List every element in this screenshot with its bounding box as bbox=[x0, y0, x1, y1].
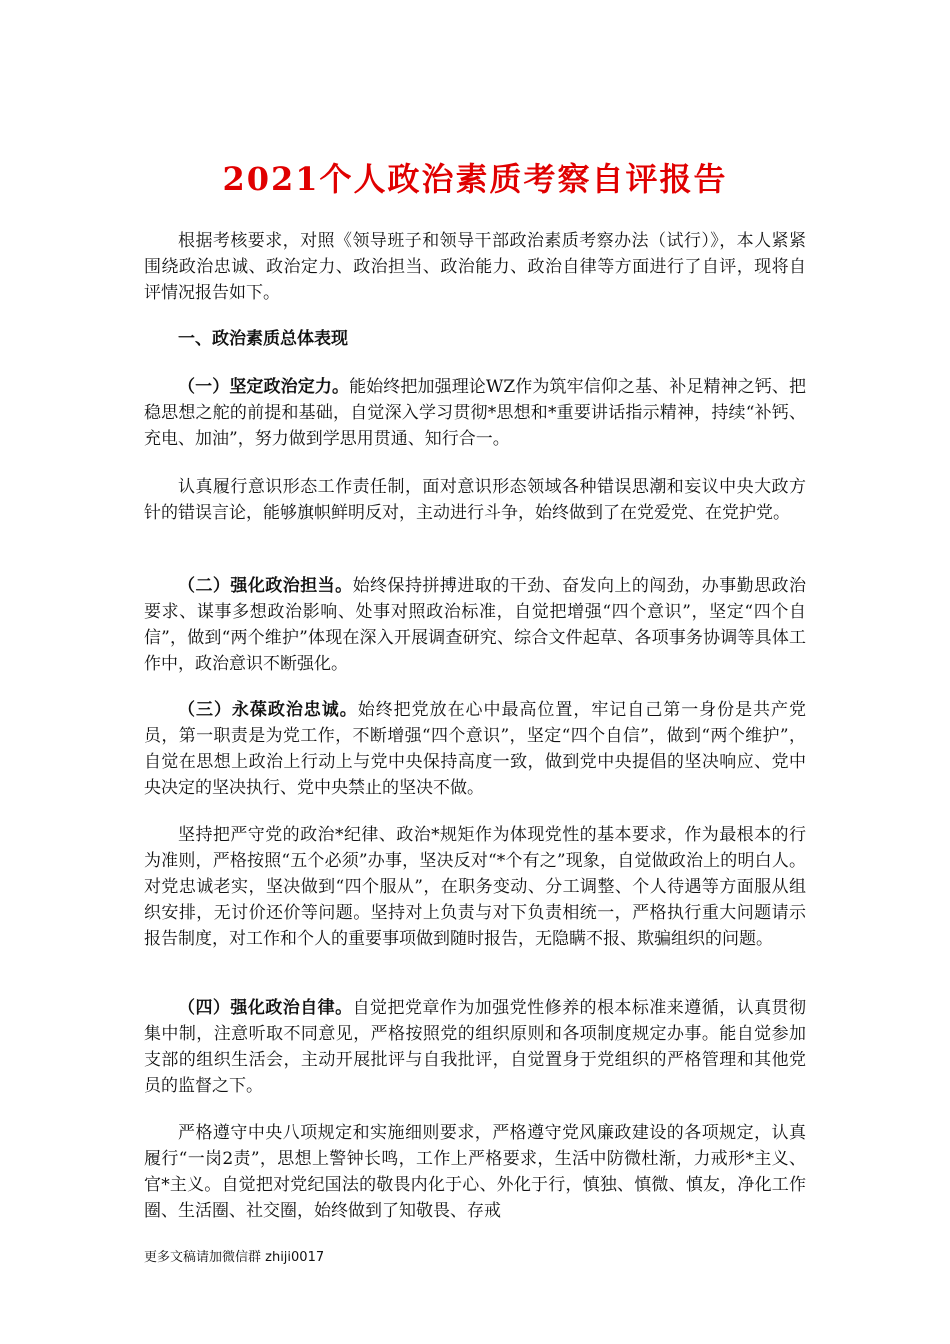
paragraph-political-self-discipline bbox=[144, 995, 806, 1099]
paragraph-lead: （四）强化政治自律。 bbox=[178, 998, 353, 1018]
paragraph-lead: （二）强化政治担当。 bbox=[178, 576, 353, 596]
section-heading: 一、政治素质总体表现 bbox=[178, 329, 348, 349]
paragraph-political-responsibility bbox=[144, 573, 806, 677]
paragraph-political-loyalty bbox=[144, 697, 806, 801]
paragraph-political-discipline: 坚持把严守党的政治*纪律、政治*规矩作为体现党性的基本要求，作为最根本的行为准则，严格按照“五个必须”办事，坚决反对“*个有之”现象，自觉做政治上的明白人。对党忠诚老实，坚决做到“四个服从”，在职务变动、分工调整、个人待遇等方面服从组织安排，无讨价还价等问题。坚持对上负责与对下负责相统一，严格执行重大问题请示报告制度，对工作和个人的重要事项做到随时报告，无隐瞒不报、欺骗组织的问题。 bbox=[144, 825, 806, 949]
paragraph-lead: （三）永葆政治忠诚。 bbox=[178, 700, 358, 720]
paragraph-ideology-responsibility: 认真履行意识形态工作责任制，面对意识形态领域各种错误思潮和妄议中央大政方针的错误言论，能够旗帜鲜明反对，主动进行斗争，始终做到了在党爱党、在党护党。 bbox=[144, 477, 806, 523]
paragraph-integrity: 严格遵守中央八项规定和实施细则要求，严格遵守党风廉政建设的各项规定，认真履行“一岗2责”，思想上警钟长鸣，工作上严格要求，生活中防微杜渐，力戒形*主义、官*主义。自觉把对党纪国法的敬畏内化于心、外化于行，慎独、慎微、慎友，净化工作圈、生活圈、社交圈，始终做到了知敬畏、存戒 bbox=[144, 1123, 806, 1221]
paragraph-lead: （一）坚定政治定力。 bbox=[178, 377, 350, 397]
intro-paragraph: 根据考核要求，对照《领导班子和领导干部政治素质考察办法（试行）》，本人紧紧围绕政治忠诚、政治定力、政治担当、政治能力、政治自律等方面进行了自评，现将自评情况报告如下。 bbox=[144, 231, 806, 303]
paragraph-text: 能始终把加强理论WZ作为筑牢信仰之基、补足精神之钙、把稳思想之舵的前提和基础，自觉深入学习贯彻*思想和*重要讲话指示精神，持续“补钙、充电、加油”，努力做到学思用贯通、知行合一。 bbox=[144, 377, 806, 449]
page-footer: 更多文稿请加微信群 zhiji0017 bbox=[144, 1250, 325, 1265]
paragraph-political-stability bbox=[144, 374, 806, 452]
paragraph-text: 自觉把党章作为加强党性修养的根本标准来遵循，认真贯彻集中制，注意听取不同意见，严格按照党的组织原则和各项制度规定办事。能自觉参加支部的组织生活会，主动开展批评与自我批评，自觉置身于党组织的严格管理和其他党员的监督之下。 bbox=[144, 998, 807, 1096]
paragraph-text: 始终保持拼搏进取的干劲、奋发向上的闯劲，办事勤思政治要求、谋事多想政治影响、处事对照政治标准，自觉把增强“四个意识”，坚定“四个自信”，做到“两个维护”体现在深入开展调查研究、综合文件起草、各项事务协调等具体工作中，政治意识不断强化。 bbox=[144, 576, 807, 674]
paragraph-text: 始终把党放在心中最高位置，牢记自己第一身份是共产党员，第一职责是为党工作，不断增强“四个意识”，坚定“四个自信”，做到“两个维护”，自觉在思想上政治上行动上与党中央保持高度一致，做到党中央提倡的坚决响应、党中央决定的坚决执行、党中央禁止的坚决不做。 bbox=[144, 700, 807, 798]
document-title: 2021个人政治素质考察自评报告 bbox=[222, 160, 728, 198]
